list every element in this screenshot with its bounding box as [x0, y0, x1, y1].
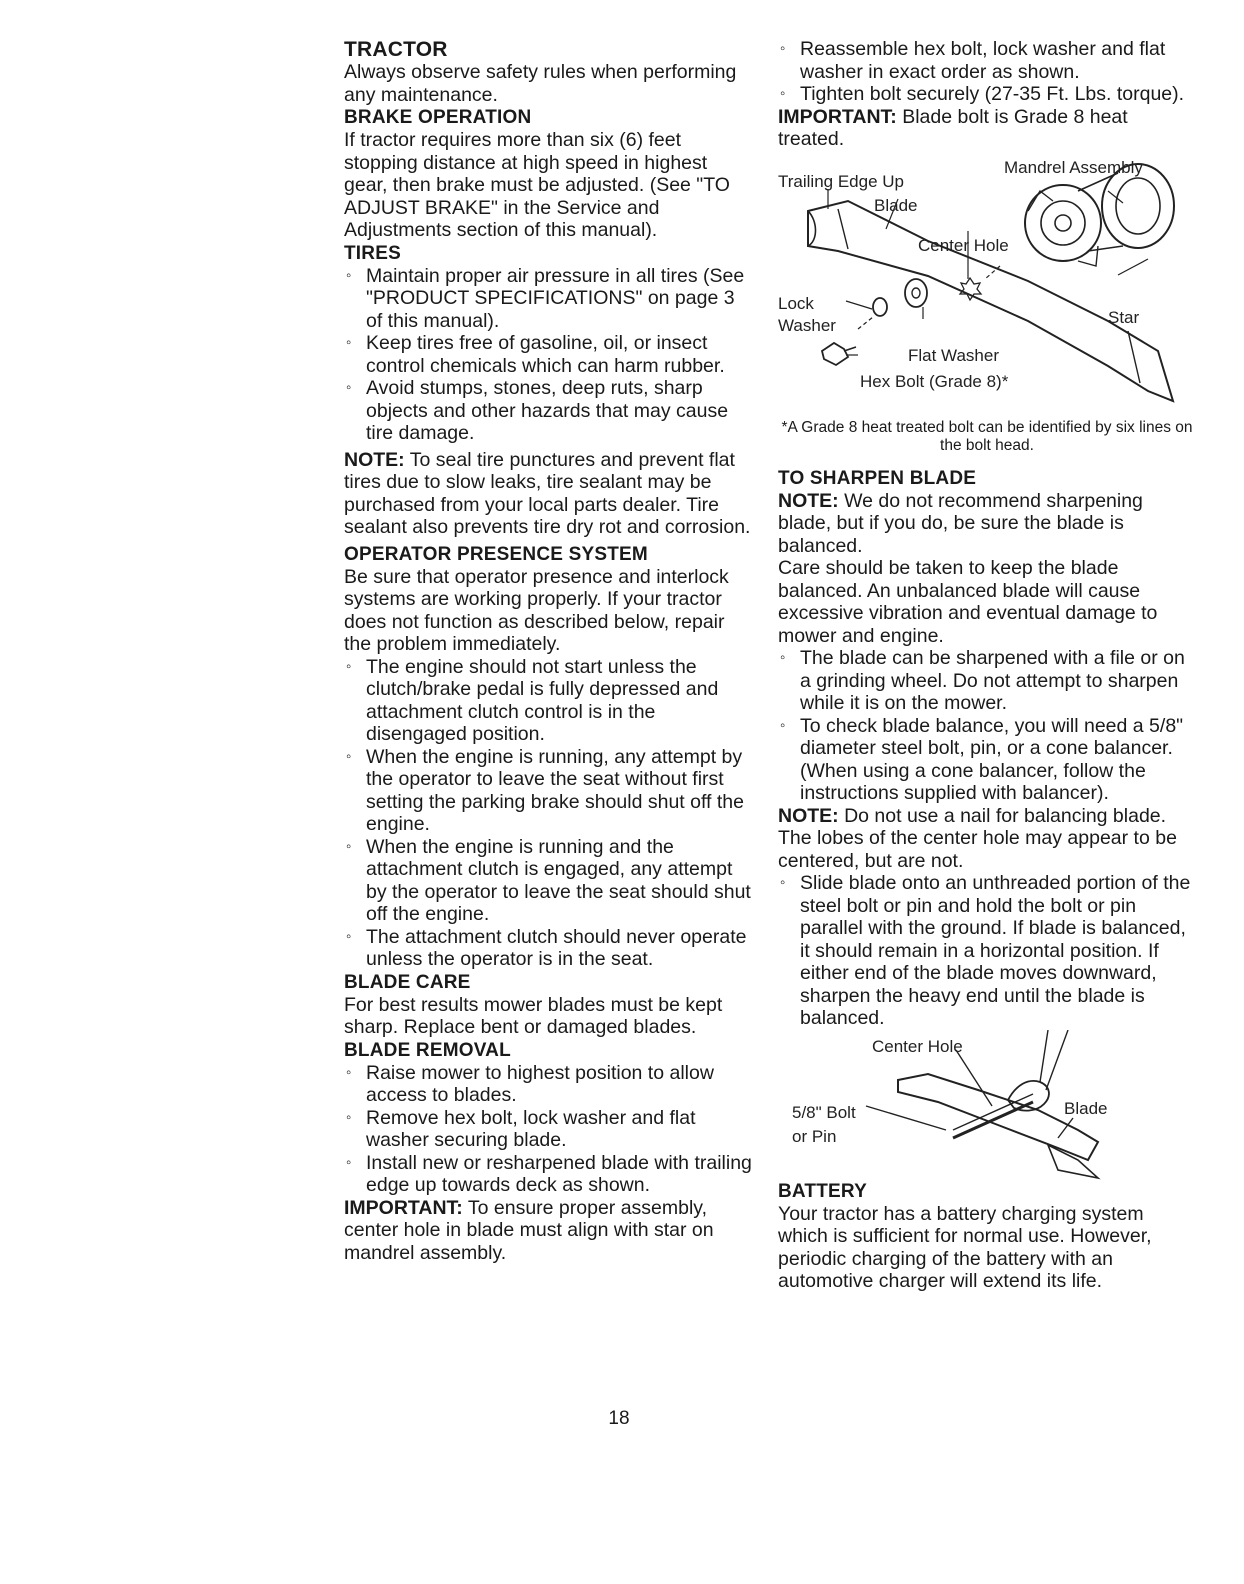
list-item: ◦ Slide blade onto an unthreaded portion of the steel bolt or pin and hold the bolt or pin parallel with the ground. If blade is balanced, it should remain in a horizontal position. If either end of the blade moves downward, sharpen the heavy end until the blade is balanced.	[778, 872, 1196, 1030]
page-number: 18	[608, 1408, 630, 1429]
hex-bolt	[822, 343, 856, 365]
blade-care-heading: BLADE CARE	[344, 971, 471, 993]
important-text: Blade bolt is Grade 8 heat treated.	[778, 105, 1128, 150]
list-item: ◦ To check blade balance, you will need a 5/8" diameter steel bolt, pin, or a cone balancer. (When using a cone balancer, follow the instructions supplied with balancer).	[778, 715, 1196, 805]
fig-caption: *A Grade 8 heat treated bolt can be identified by six lines on the bolt head.	[781, 418, 1193, 454]
blade-shape	[808, 201, 1173, 401]
ops-text: Be sure that operator presence and interlock systems are working properly. If your tractor does not function as described below, repair the problem immediately.	[344, 565, 729, 655]
balance-diagram	[778, 1030, 1196, 1180]
right-column	[778, 38, 1196, 1293]
blade-assembly-figure	[778, 151, 1196, 455]
battery-heading: BATTERY	[778, 1180, 868, 1202]
fig-label-trailing: Trailing Edge Up	[778, 171, 904, 191]
note-text: Do not use a nail for balancing blade. The lobes of the center hole may appear to be centered, but are not.	[778, 804, 1177, 872]
tires-list	[344, 265, 754, 445]
fig-label-lock: Lock	[778, 293, 814, 313]
list-item: ◦ Keep tires free of gasoline, oil, or insect control chemicals which can harm rubber.	[344, 332, 754, 377]
lock-washer	[873, 298, 887, 316]
center-hole-star	[960, 278, 981, 300]
fig-label-pin: or Pin	[792, 1126, 837, 1146]
blade-care-text: For best results mower blades must be kept sharp. Replace bent or damaged blades.	[344, 993, 723, 1038]
brake-text: If tractor requires more than six (6) feet stopping distance at high speed in highest gear, then brake must be adjusted. (See "TO ADJUST BRAKE" in the Service and Adjustments section of this manual).	[344, 129, 730, 241]
tractor-text: Always observe safety rules when performing any maintenance.	[344, 61, 737, 106]
important-note	[344, 1197, 754, 1265]
ops-heading: OPERATOR PRESENCE SYSTEM	[344, 543, 648, 565]
list-item: ◦ Raise mower to highest position to allow access to blades.	[344, 1062, 754, 1107]
left-column	[344, 38, 754, 1264]
balance-figure	[778, 1030, 1196, 1180]
tires-heading: TIRES	[344, 242, 401, 264]
blade-tip	[1048, 1145, 1098, 1178]
sharpen-list	[778, 647, 1196, 805]
fig-label-blade: Blade	[874, 195, 918, 215]
fig-label-star: Star	[1108, 307, 1140, 327]
important-label: IMPORTANT:	[778, 105, 897, 128]
fig-label-hex-bolt: Hex Bolt (Grade 8)*	[860, 371, 1009, 391]
list-item: ◦ When the engine is running and the attachment clutch is engaged, any attempt by the operator to leave the seat should shut off the engine.	[344, 836, 754, 926]
blade-fold	[838, 209, 848, 249]
tractor-heading: TRACTOR	[344, 38, 448, 61]
ops-list	[344, 656, 754, 971]
list-item: ◦ When the engine is running, any attempt by the operator to leave the seat without first setting the parking brake should shut off the engine.	[344, 746, 754, 836]
list-item: ◦ The attachment clutch should never operate unless the operator is in the seat.	[344, 926, 754, 971]
list-item: ◦ Avoid stumps, stones, deep ruts, sharp objects and other hazards that may cause tire damage.	[344, 377, 754, 445]
flat-washer	[905, 279, 927, 307]
fig-label-bolt: 5/8" Bolt	[792, 1102, 856, 1122]
note-text: We do not recommend sharpening blade, but if you do, be sure the blade is balanced.	[778, 489, 1143, 557]
fig-label-center-hole: Center Hole	[872, 1036, 963, 1056]
tire-note	[344, 449, 754, 539]
note-text: To seal tire punctures and prevent flat tires due to slow leaks, tire sealant may be purchased from your local parts dealer. Tire sealant also prevents tire dry rot and corrosion.	[344, 448, 751, 538]
blade-assembly-diagram	[778, 151, 1196, 421]
sharpen-heading: TO SHARPEN BLADE	[778, 467, 977, 489]
blade-removal-heading: BLADE REMOVAL	[344, 1039, 511, 1061]
bolt-rod	[953, 1102, 1033, 1138]
list-item: ◦ Maintain proper air pressure in all tires (See "PRODUCT SPECIFICATIONS" on page 3 of this manual).	[344, 265, 754, 333]
mandrel-assembly	[1025, 164, 1174, 266]
list-item: ◦ Remove hex bolt, lock washer and flat washer securing blade.	[344, 1107, 754, 1152]
fig-label-mandrel: Mandrel Assembly	[1004, 157, 1143, 177]
fig-label-center-hole: Center Hole	[918, 235, 1009, 255]
trailing-edge	[808, 211, 816, 246]
fig-label-blade: Blade	[1064, 1098, 1108, 1118]
important-text: To ensure proper assembly, center hole in blade must align with star on mandrel assembly.	[344, 1196, 714, 1264]
blade-removal-list	[344, 1062, 754, 1197]
note-label: NOTE:	[778, 489, 839, 512]
list-item: ◦ The engine should not start unless the clutch/brake pedal is fully depressed and attachment clutch control is in the disengaged position.	[344, 656, 754, 746]
note-label: NOTE:	[344, 448, 405, 471]
nail-note	[778, 805, 1196, 873]
sharpen-note	[778, 490, 1196, 558]
list-item: ◦ Reassemble hex bolt, lock washer and flat washer in exact order as shown.	[778, 38, 1196, 83]
note-label: NOTE:	[778, 804, 839, 827]
reassemble-list	[778, 38, 1196, 106]
important-grade8	[778, 106, 1196, 151]
care-text: Care should be taken to keep the blade balanced. An unbalanced blade will cause excessive vibration and eventual damage to mower and engine.	[778, 557, 1158, 647]
brake-heading: BRAKE OPERATION	[344, 107, 532, 128]
slide-list	[778, 872, 1196, 1030]
battery-text: Your tractor has a battery charging system which is sufficient for normal use. However, periodic charging of the battery with an automotive charger will extend its life.	[778, 1202, 1152, 1292]
list-item: ◦ Install new or resharpened blade with trailing edge up towards deck as shown.	[344, 1152, 754, 1197]
fig-label-flat-washer: Flat Washer	[908, 345, 1000, 365]
list-item: ◦ The blade can be sharpened with a file or on a grinding wheel. Do not attempt to sharpen while it is on the mower.	[778, 647, 1196, 715]
list-item: ◦ Tighten bolt securely (27-35 Ft. Lbs. torque).	[778, 83, 1196, 106]
important-label: IMPORTANT:	[344, 1196, 463, 1219]
fig-label-washer: Washer	[778, 315, 836, 335]
